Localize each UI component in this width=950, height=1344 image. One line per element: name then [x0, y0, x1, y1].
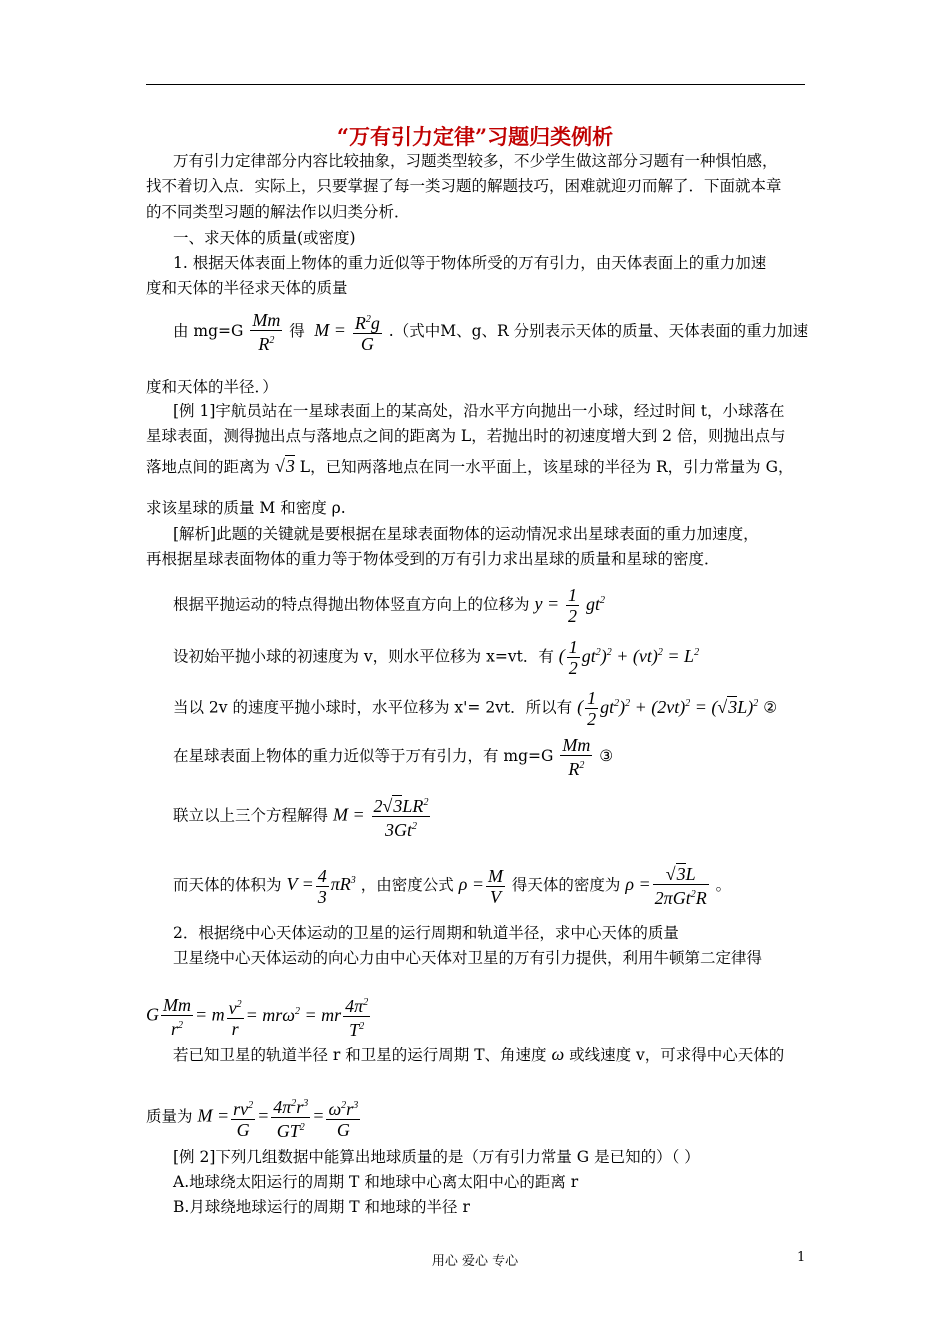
option-a: A.地球绕太阳运行的周期 T 和地球中心离太阳中心的距离 r [173, 1173, 579, 1191]
s2-line-3b: 或线速度 v，可求得中心天体的 [569, 1046, 785, 1064]
step-4-text: 在星球表面上物体的重力近似等于万有引力，有 mg=G [173, 747, 554, 765]
ex1-line-3b: L，已知两落地点在同一水平面上，该星球的半径为 R，引力常量为 G， [299, 458, 794, 476]
fraction-w2r3-G: $\frac{\omega^2r^3}{G}$ [326, 1096, 360, 1140]
fraction-density: $\frac{√3L}{2\pi Gt^2R}$ [654, 864, 707, 908]
doc-title: “万有引力定律”习题归类例析 [336, 124, 614, 149]
ex2-question: [例 2]下列几组数据中能算出地球质量的是（万有引力常量 G 是已知的）（ ） [173, 1148, 700, 1166]
step-5: 联立以上三个方程解得 M = $\frac{2√3LR^2}{3Gt^2}$ [173, 793, 432, 840]
fraction-Mm-r2: $\frac{Mm}{r^2}$ [163, 994, 191, 1039]
s1-line-1: 1. 根据天体表面上物体的重力近似等于物体所受的万有引力，由天体表面上的重力加速 [173, 254, 767, 272]
step-6a: 而天体的体积为 [173, 876, 282, 894]
f1-tail: 度和天体的半径．） [146, 378, 278, 396]
s2-line-1: 2．根据绕中心天体运动的卫星的运行周期和轨道半径，求中心天体的质量 [173, 924, 679, 942]
step-1: 根据平抛运动的特点得抛出物体竖直方向上的位移为 y = $\frac{1}{2}$ $gt^2$ [173, 585, 605, 626]
fraction-R2g-G: $\frac{R^2g}{G}$ [353, 310, 382, 354]
f1-mid: 得 [289, 322, 305, 340]
fraction-rv2-G: $\frac{rv^2}{G}$ [231, 1096, 255, 1140]
s1-line-2: 度和天体的半径求天体的质量 [146, 279, 348, 297]
step-2-text: 设初始平抛小球的初速度为 v，则水平位移为 x=vt．有 [173, 647, 554, 666]
header-rule [146, 84, 805, 85]
option-b: B.月球绕地球运行的周期 T 和地球的半径 r [173, 1198, 470, 1216]
fraction-Mm-R2: $\frac{Mm}{R^2}$ [252, 310, 281, 354]
section-1-heading: 一、求天体的质量(或密度) [173, 229, 356, 247]
fraction-1-2: $\frac{1}{2}$ [568, 585, 578, 626]
fraction-4pi2r3-GT2: $\frac{4\pi^2r^3}{GT^2}$ [271, 1094, 310, 1141]
step-6b: ，由密度公式 [360, 876, 454, 894]
intro-line-2: 找不着切入点．实际上，只要掌握了每一类习题的解题技巧，困难就迎刃而解了．下面就本章 [146, 177, 782, 195]
s2-line-2: 卫星绕中心天体运动的向心力由中心天体对卫星的万有引力提供，利用牛顿第二定律得 [173, 949, 763, 967]
step-6: 而天体的体积为 V = $\frac{4}{3}$ $\pi R^3$ ，由密度公式 ρ = $\frac{M}{V}$ 得天体的密度为 ρ = $\frac{√3L}{2\pi Gt^2R}$ 。 [173, 864, 732, 908]
s2-line-3: 若已知卫星的轨道半径 r 和卫星的运行周期 T、角速度 ω 或线速度 v，可求得中心天体的 [173, 1044, 785, 1064]
eq-mark-3: ③ [599, 747, 614, 765]
step-6d: 。 [715, 876, 732, 894]
fraction-4-3: $\frac{4}{3}$ [317, 865, 327, 907]
mass-formula: 质量为 M = $\frac{rv^2}{G}$ = $\frac{4\pi^2r^3}{GT^2}$ = $\frac{\omega^2r^3}{G}$ [146, 1094, 362, 1141]
intro-line-3: 的不同类型习题的解法作以归类分析． [146, 203, 410, 221]
step-6c: 得天体的密度为 [511, 876, 621, 894]
page-number: 1 [797, 1250, 806, 1265]
step-2: 设初始平抛小球的初速度为 v，则水平位移为 x=vt．有 ( $\frac{1}{2}$ $gt^2)^2 + (vt)^2 = L^2$ [173, 637, 700, 678]
fraction-half-2: $\frac{1}{2}$ [587, 688, 597, 729]
f1-post: .（式中M、g、R 分别表示天体的质量、天体表面的重力加速 [388, 322, 809, 340]
s2-line-3a: 若已知卫星的轨道半径 r 和卫星的运行周期 T、角速度 [173, 1046, 547, 1064]
fraction-half: $\frac{1}{2}$ [568, 637, 578, 678]
s2-line-4: 质量为 [146, 1107, 193, 1126]
fraction-v2-r: $\frac{v^2}{r}$ [227, 995, 244, 1039]
fraction-M-V: $\frac{M}{V}$ [487, 865, 503, 907]
step-4 [173, 735, 613, 779]
newton-formula: G $\frac{Mm}{r^2}$ = m $\frac{v^2}{r}$ = mrω$^2$ = mr $\frac{4\pi^2}{T^2}$ [146, 994, 369, 1040]
eq-mark-2: ② [763, 698, 778, 717]
ex1-line-3a: 落地点间的距离为 [146, 458, 271, 476]
step-1-text: 根据平抛运动的特点得抛出物体竖直方向上的位移为 [173, 595, 530, 614]
page-footer: 用心 爱心 专心 [431, 1254, 519, 1269]
step-3: 当以 2v 的速度平抛小球时，水平位移为 x'= 2vt．所以有 ( $\frac{1}{2}$ $gt^2)^2 + (2vt)^2 = (√3L)^2$ ② [173, 688, 778, 729]
fraction-Mm-R2-b: $\frac{Mm}{R^2}$ [562, 735, 591, 779]
ex1-line-2: 星球表面，测得抛出点与落地点之间的距离为 L，若抛出时的初速度增大到 2 倍，则抛出点与 [146, 427, 786, 445]
analysis-line-2: 再根据星球表面物体的重力等于物体受到的万有引力求出星球的质量和星球的密度． [146, 550, 720, 568]
f1-pre: 由 mg=G [173, 322, 244, 340]
step-3-text: 当以 2v 的速度平抛小球时，水平位移为 x'= 2vt．所以有 [173, 698, 573, 717]
ex1-line-1: [例 1]宇航员站在一星球表面上的某高处，沿水平方向抛出一小球，经过时间 t，小球落在 [173, 402, 785, 420]
intro-line-1: 万有引力定律部分内容比较抽象，习题类型较多，不少学生做这部分习题有一种惧怕感， [173, 152, 778, 170]
ex1-line-4: 求该星球的质量 M 和密度 ρ. [146, 499, 346, 517]
fraction-mass-result: $\frac{2√3LR^2}{3Gt^2}$ [372, 793, 431, 840]
fraction-4pi2-T2: $\frac{4\pi^2}{T^2}$ [343, 993, 370, 1040]
formula-line-1: 由 mg=G $\frac{Mm}{R^2}$ 得 M = $\frac{R^2g}{G}$ .（式中M、g、R 分别表示天体的质量、天体表面的重力加速 [173, 310, 809, 354]
ex1-line-3: 落地点间的距离为 √3 L，已知两落地点在同一水平面上，该星球的半径为 R，引力常量为 G， [146, 456, 794, 476]
analysis-line-1: [解析]此题的关键就是要根据在星球表面物体的运动情况求出星球表面的重力加速度， [173, 525, 759, 543]
step-5-text: 联立以上三个方程解得 [173, 806, 329, 825]
